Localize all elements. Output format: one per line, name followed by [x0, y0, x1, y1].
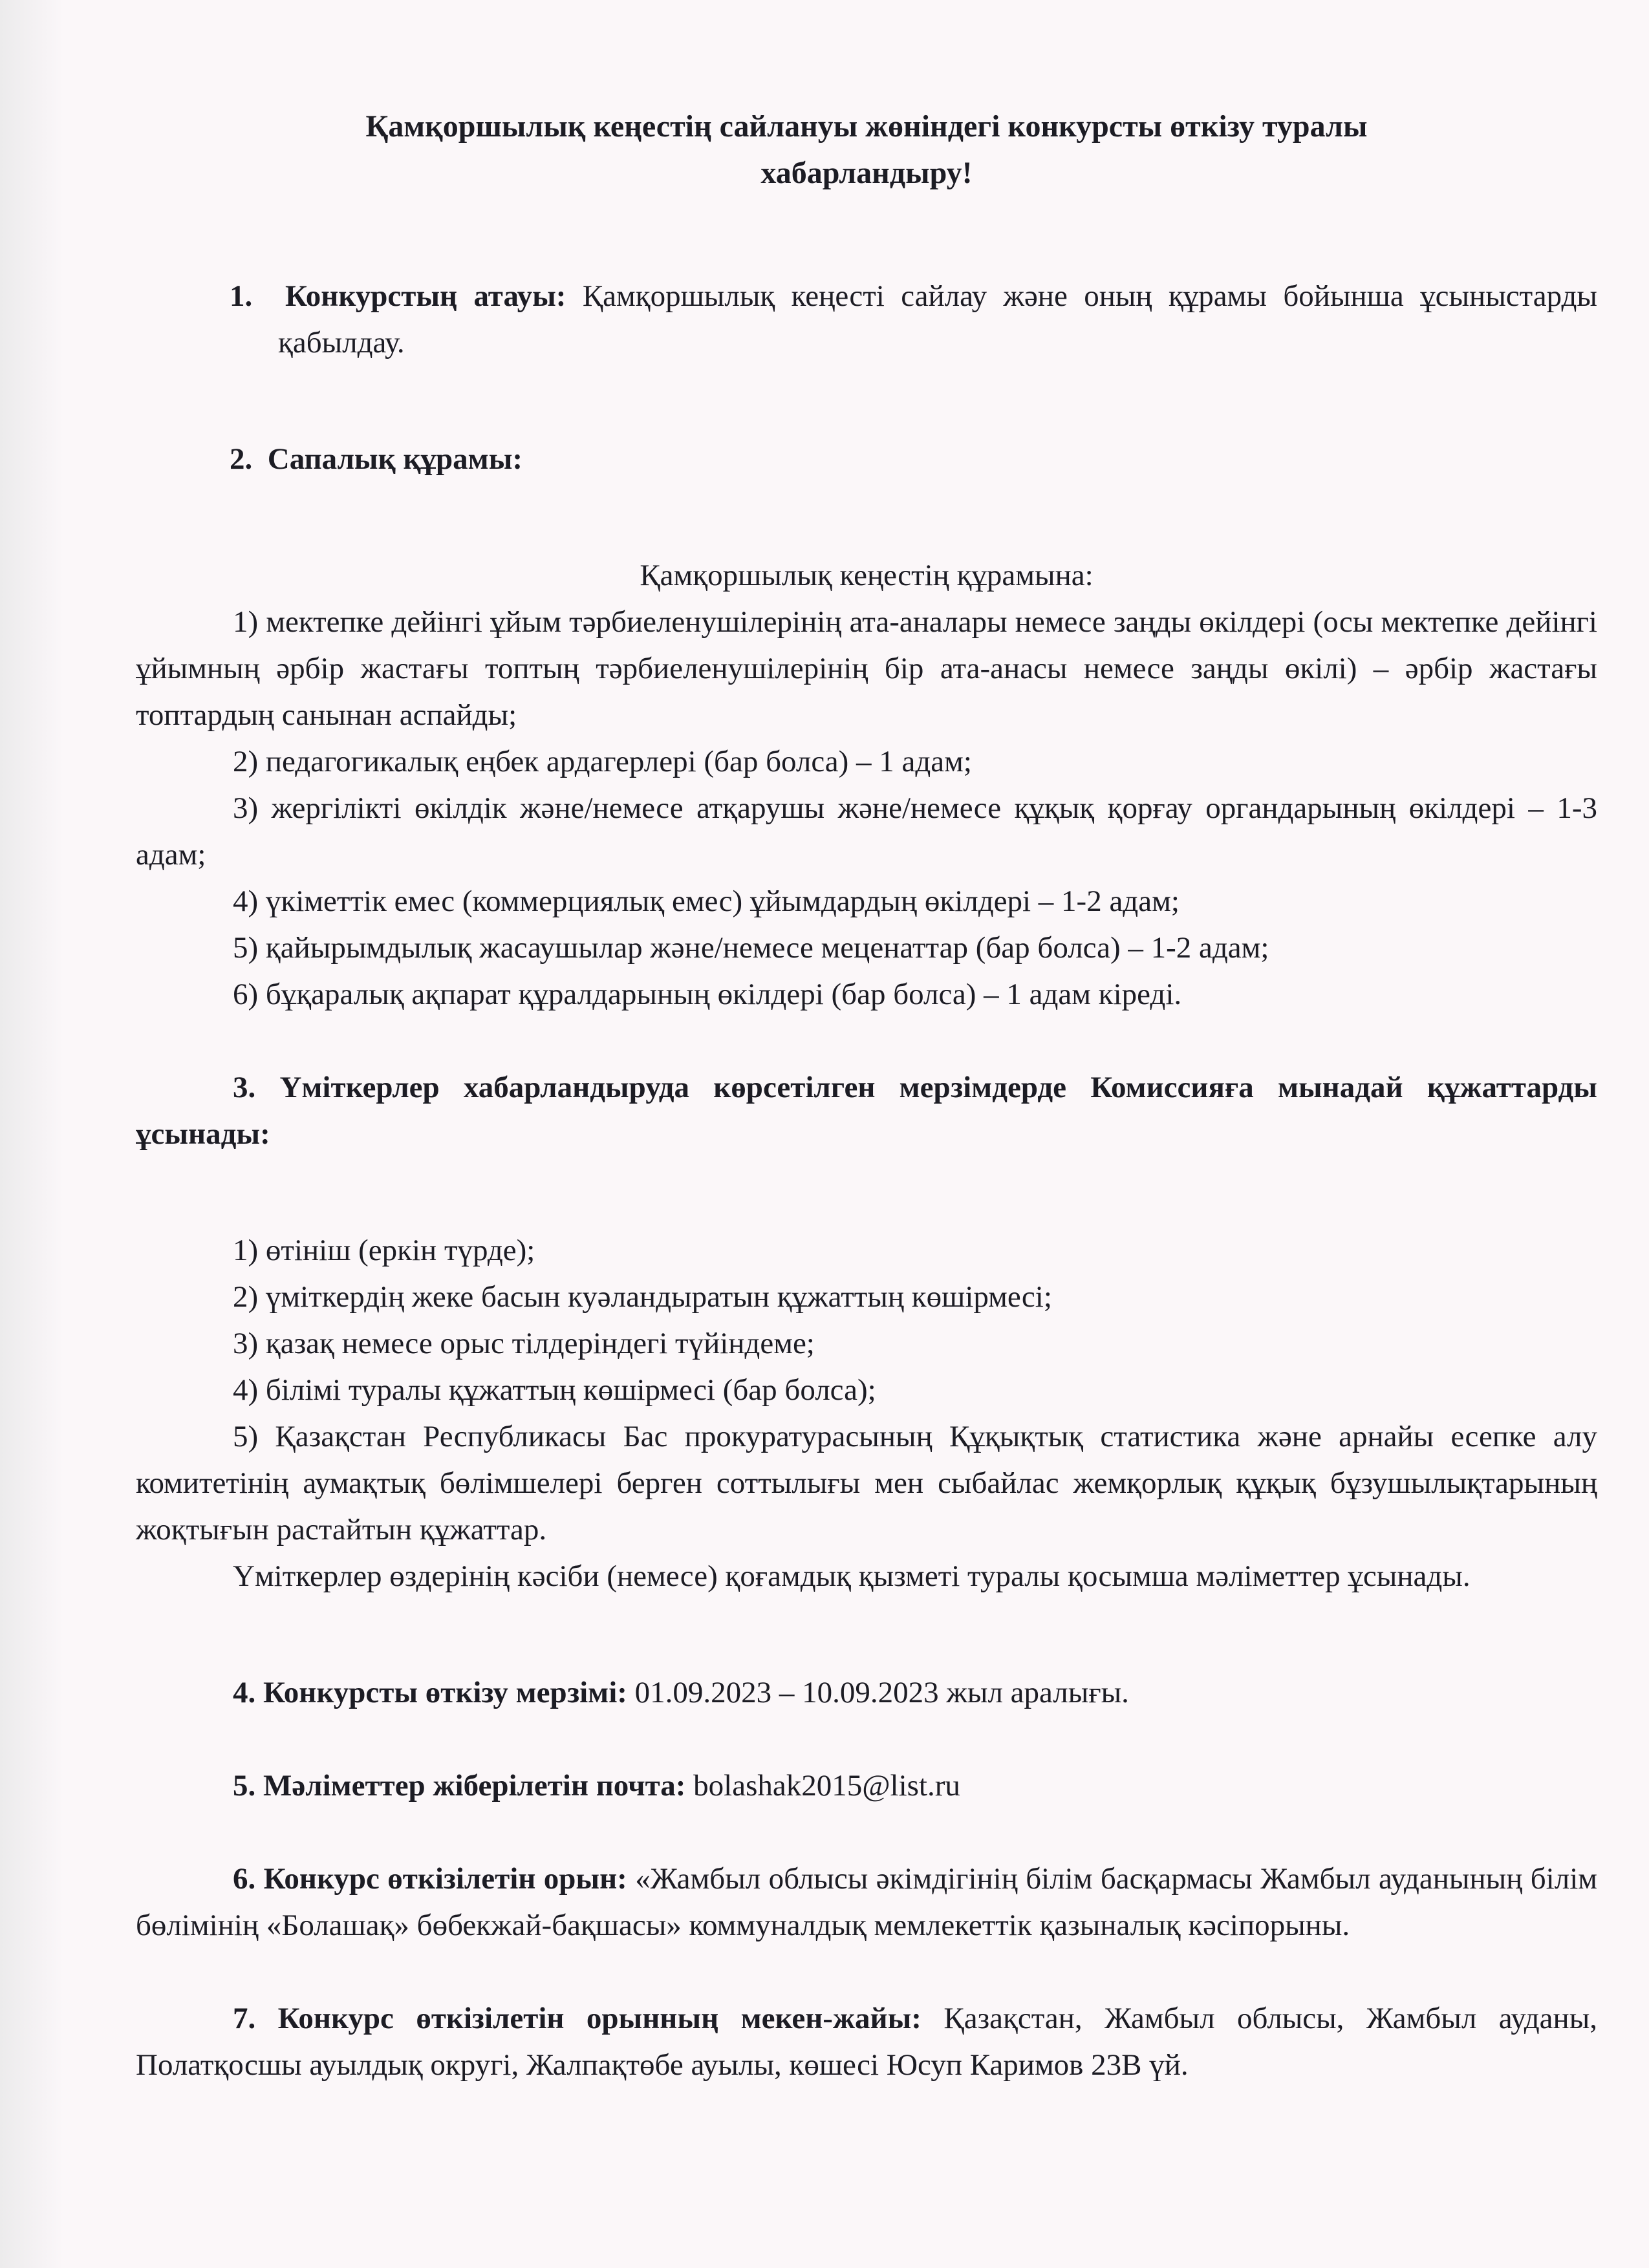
section-2-item-3: 3) жергілікті өкілдік және/немесе атқарушы және/немесе құқық қорғау органдарының өкілдері – 1-3 адам; — [136, 791, 1597, 872]
section-2-item-4: 4) үкіметтік емес (коммерциялық емес) ұйымдардың өкілдері – 1-2 адам; — [233, 884, 1180, 918]
scan-edge-shadow — [0, 0, 63, 2268]
section-7-label: 7. Конкурс өткізілетін орынның мекен-жайы: — [233, 2002, 921, 2035]
section-3-heading: 3. Үміткерлер хабарландыруда көрсетілген мерзімдерде Комиссияға мынадай құжаттарды ұсынады: — [136, 1071, 1597, 1151]
section-1-number: 1. — [230, 279, 253, 313]
section-3-item-1: 1) өтініш (еркін түрде); — [233, 1234, 535, 1267]
section-2-item-2: 2) педагогикалық еңбек ардагерлері (бар болса) – 1 адам; — [233, 745, 972, 778]
section-4 — [136, 1669, 1597, 1716]
section-6-text: «Жамбыл облысы әкімдігінің білім басқармасы Жамбыл ауданының білім бөлімінің «Болашақ» бөбекжай-бақшасы» коммуналдық мемлекеттік қазыналық кәсіпорыны. — [136, 1862, 1597, 1942]
section-4-label: 4. Конкурсты өткізу мерзімі: — [233, 1676, 627, 1709]
section-3-item-3: 3) қазақ немесе орыс тілдеріндегі түйіндеме; — [233, 1327, 815, 1360]
section-5-label: 5. Мәліметтер жіберілетін почта: — [233, 1769, 686, 1803]
section-1-label: Конкурстың атауы: — [285, 279, 566, 313]
title-line-1: Қамқоршылық кеңестің сайлануы жөніндегі конкурсты өткізу туралы — [365, 109, 1368, 144]
section-2-item-1: 1) мектепке дейінгі ұйым тәрбиеленушілерінің ата-аналары немесе заңды өкілдері (осы мектепке дейінгі ұйымның әрбір жастағы топтың тәрбиеленушілерінің бір ата-анасы немесе заңды өкілі) – әрбір жастағы топтардың санынан аспайды; — [136, 605, 1597, 732]
section-6-label: 6. Конкурс өткізілетін орын: — [233, 1862, 627, 1896]
section-1 — [136, 273, 1597, 366]
section-4-text: 01.09.2023 – 10.09.2023 жыл аралығы. — [634, 1676, 1129, 1709]
section-2-intro: Қамқоршылық кеңестің құрамына: — [640, 559, 1094, 592]
section-3-item-4: 4) білімі туралы құжаттың көшірмесі (бар болса); — [233, 1373, 876, 1407]
section-7 — [136, 1995, 1597, 2088]
section-2-heading — [136, 436, 1597, 482]
section-5-email: bolashak2015@list.ru — [693, 1769, 960, 1803]
section-6 — [136, 1856, 1597, 1949]
section-2-number: 2. — [230, 442, 253, 476]
section-3-item-2: 2) үміткердің жеке басын куәландыратын құжаттың көшірмесі; — [233, 1280, 1052, 1314]
section-2-item-6: 6) бұқаралық ақпарат құралдарының өкілдері (бар болса) – 1 адам кіреді. — [233, 978, 1182, 1011]
section-5 — [136, 1762, 1597, 1809]
section-7-text: Қазақстан, Жамбыл облысы, Жамбыл ауданы, Полатқосшы ауылдық округі, Жалпақтөбе ауылы, көшесі Юсуп Каримов 23В үй. — [136, 2002, 1598, 2082]
section-2-label: Сапалық құрамы: — [267, 442, 523, 476]
section-3-item-5: 5) Қазақстан Республикасы Бас прокуратурасының Құқықтық статистика және арнайы есепке алу комитетінің аумақтық бөлімшелері берген соттылығы мен сыбайлас жемқорлық құқық бұзушылықтарының жоқтығын растайтын құжаттар. — [136, 1420, 1597, 1546]
section-3-note: Үміткерлер өздерінің кәсіби (немесе) қоғамдық қызметі туралы қосымша мәліметтер ұсынады. — [233, 1559, 1471, 1593]
title-line-2: хабарландыру! — [760, 156, 973, 190]
document-title — [136, 103, 1597, 197]
section-2-item-5: 5) қайырымдылық жасаушылар және/немесе меценаттар (бар болса) – 1-2 адам; — [233, 931, 1269, 965]
section-1-text: Қамқоршылық кеңесті сайлау және оның құрамы бойынша ұсыныстарды қабылдау. — [278, 279, 1597, 359]
document-body — [136, 103, 1597, 2088]
